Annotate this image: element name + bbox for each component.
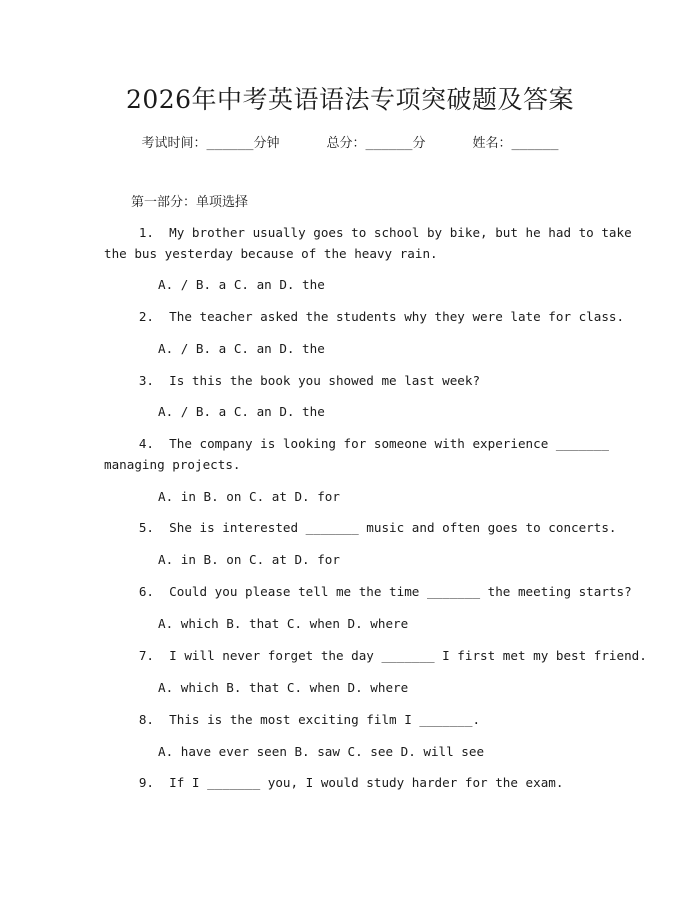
question-text: This is the most exciting film I _______. xyxy=(169,712,481,727)
name-label: 姓名： xyxy=(472,136,512,151)
question-number: 1. xyxy=(138,225,154,240)
score-unit: 分 xyxy=(412,136,426,151)
question-text: If I _______ you, I would study harder for the exam. xyxy=(169,775,564,790)
question-1 xyxy=(104,222,632,243)
question-8 xyxy=(104,709,604,730)
question-6-options: A. which B. that C. when D. where xyxy=(158,616,409,631)
question-1-options: A. / B. a C. an D. the xyxy=(158,277,325,292)
question-text: I will never forget the day _______ I first met my best friend. xyxy=(169,648,647,663)
score-blank: ______ xyxy=(365,136,413,151)
question-number: 8. xyxy=(138,712,154,727)
question-3 xyxy=(104,370,604,391)
question-text: My brother usually goes to school by bike, but he had to take xyxy=(169,225,632,240)
question-number: 7. xyxy=(138,648,154,663)
question-text: Is this the book you showed me last week? xyxy=(169,373,481,388)
question-9 xyxy=(104,772,604,793)
question-5-options: A. in B. on C. at D. for xyxy=(158,552,340,567)
question-text: The company is looking for someone with experience _______ xyxy=(169,436,609,451)
question-8-options: A. have ever seen B. saw C. see D. will see xyxy=(158,744,485,759)
question-number: 4. xyxy=(138,436,154,451)
time-unit: 分钟 xyxy=(253,136,280,151)
question-text: The teacher asked the students why they were late for class. xyxy=(169,309,625,324)
time-blank: ______ xyxy=(206,136,254,151)
section-title: 第一部分：单项选择 xyxy=(131,195,249,210)
question-number: 5. xyxy=(138,520,154,535)
question-text: She is interested _______ music and often goes to concerts. xyxy=(169,520,617,535)
question-4-continued: managing projects. xyxy=(104,457,241,472)
question-number: 3. xyxy=(138,373,154,388)
question-4 xyxy=(104,433,609,454)
question-number: 2. xyxy=(138,309,154,324)
question-1-continued: the bus yesterday because of the heavy rain. xyxy=(104,246,438,261)
question-text: Could you please tell me the time _______ the meeting starts? xyxy=(169,584,632,599)
exam-meta xyxy=(0,132,700,151)
question-4-options: A. in B. on C. at D. for xyxy=(158,489,340,504)
question-5 xyxy=(104,517,617,538)
name-blank: ______ xyxy=(511,136,559,151)
time-label: 考试时间： xyxy=(141,136,207,151)
question-2 xyxy=(104,306,625,327)
question-number: 9. xyxy=(138,775,154,790)
question-number: 6. xyxy=(138,584,154,599)
question-7 xyxy=(104,645,647,666)
score-label: 总分： xyxy=(326,136,366,151)
document-title: 2026年中考英语语法专项突破题及答案 xyxy=(125,85,575,114)
question-2-options: A. / B. a C. an D. the xyxy=(158,341,325,356)
question-3-options: A. / B. a C. an D. the xyxy=(158,404,325,419)
question-6 xyxy=(104,581,632,602)
question-7-options: A. which B. that C. when D. where xyxy=(158,680,409,695)
